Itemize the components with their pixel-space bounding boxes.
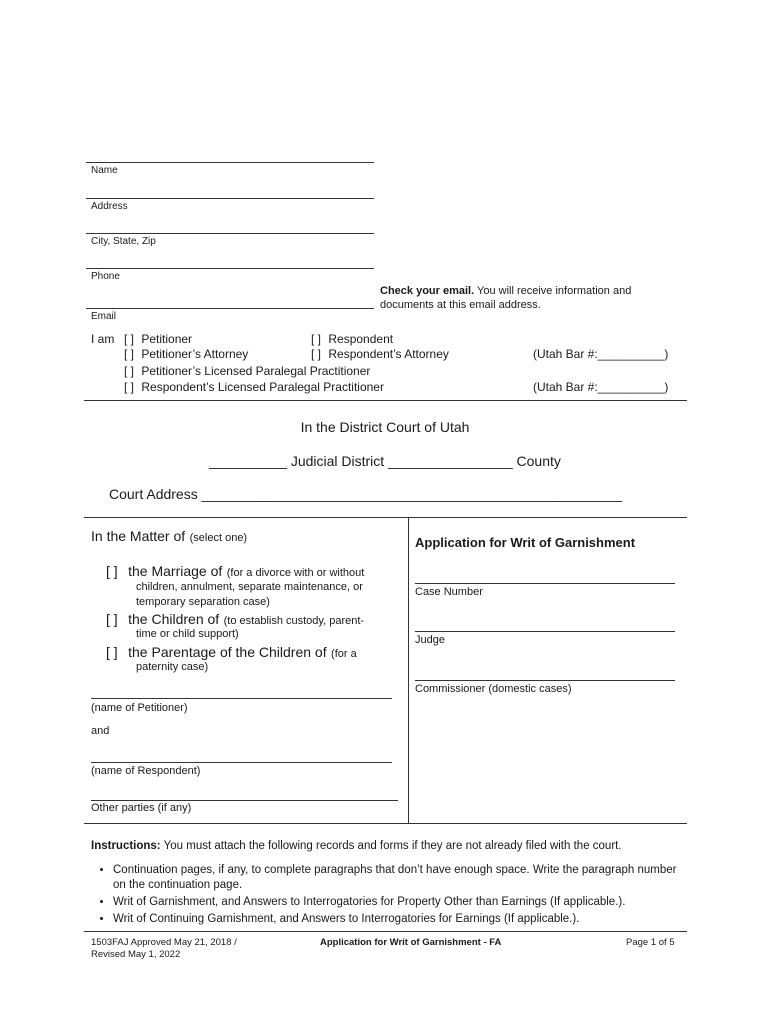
section-divider bbox=[84, 400, 687, 401]
check-email-note bbox=[380, 284, 631, 312]
checkbox-bracket: [ ] bbox=[106, 611, 118, 627]
phone-label: Phone bbox=[91, 271, 120, 282]
instruction-item: • Continuation pages, if any, to complete paragraphs that don’t have enough space. Write the paragraph number on the continuation page. bbox=[113, 863, 689, 893]
marriage-checkbox[interactable] bbox=[106, 563, 364, 581]
respondent-paralegal-checkbox[interactable] bbox=[124, 380, 384, 394]
commissioner-line[interactable] bbox=[415, 680, 675, 681]
checkbox-bracket: [ ] bbox=[124, 332, 135, 346]
marriage-desc-cont bbox=[136, 580, 363, 610]
and-label: and bbox=[91, 725, 110, 737]
parentage-checkbox[interactable] bbox=[106, 644, 357, 662]
commissioner-label: Commissioner (domestic cases) bbox=[415, 683, 572, 695]
instructions-paragraph bbox=[91, 840, 691, 852]
footer-divider bbox=[84, 931, 687, 932]
caption-bottom-border bbox=[84, 823, 687, 824]
other-parties-label: Other parties (if any) bbox=[91, 802, 192, 814]
other-parties-line[interactable] bbox=[91, 800, 398, 801]
petitioner-attorney-checkbox[interactable] bbox=[124, 347, 248, 361]
respondent-option: Respondent bbox=[328, 332, 394, 346]
case-number-label: Case Number bbox=[415, 586, 483, 598]
footer-approval bbox=[91, 937, 237, 961]
marriage-desc-l2: children, annulment, separate maintenance, or bbox=[136, 581, 363, 593]
court-title: In the District Court of Utah bbox=[300, 419, 470, 435]
address-label: Address bbox=[91, 201, 128, 212]
children-desc: (to establish custody, parent- bbox=[223, 615, 365, 627]
caption-top-border bbox=[84, 517, 687, 518]
footer-page-number: Page 1 of 5 bbox=[626, 937, 675, 948]
instructions-list bbox=[91, 863, 689, 929]
marriage-option: the Marriage of bbox=[128, 563, 223, 579]
instructions-text: You must attach the following records and forms if they are not already filed with the court. bbox=[163, 840, 622, 852]
checkbox-bracket: [ ] bbox=[106, 563, 118, 579]
respondent-name-line[interactable] bbox=[91, 762, 392, 763]
petitioner-name-line[interactable] bbox=[91, 698, 392, 699]
case-number-line[interactable] bbox=[415, 583, 675, 584]
document-title: Application for Writ of Garnishment bbox=[415, 535, 636, 550]
respondent-attorney-option: Respondent’s Attorney bbox=[328, 347, 449, 361]
checkbox-bracket: [ ] bbox=[124, 380, 135, 394]
footer-form-title: Application for Writ of Garnishment - FA bbox=[320, 937, 502, 948]
children-desc-l2: time or child support) bbox=[136, 628, 239, 640]
judge-label: Judge bbox=[415, 634, 445, 646]
respondent-checkbox[interactable] bbox=[311, 332, 393, 346]
children-option: the Children of bbox=[128, 611, 220, 627]
utah-bar-field-2[interactable]: (Utah Bar #:__________) bbox=[533, 380, 669, 394]
instruction-item: • Writ of Garnishment, and Answers to Interrogatories for Property Other than Earnings (If applicable.). bbox=[113, 895, 689, 910]
respondent-attorney-checkbox[interactable] bbox=[311, 347, 449, 361]
address-line[interactable] bbox=[86, 198, 374, 199]
check-email-text: You will receive information and bbox=[477, 285, 632, 297]
caption-divider bbox=[408, 517, 409, 823]
instructions-bold: Instructions: bbox=[91, 840, 161, 852]
court-address-line[interactable]: Court Address ______________________________________________________ bbox=[109, 486, 623, 502]
children-checkbox[interactable] bbox=[106, 611, 364, 629]
petitioner-option: Petitioner bbox=[141, 332, 193, 346]
footer-revised-date: Revised May 1, 2022 bbox=[91, 949, 181, 960]
petitioner-name-label: (name of Petitioner) bbox=[91, 702, 188, 714]
checkbox-bracket: [ ] bbox=[124, 347, 135, 361]
iam-label: I am bbox=[91, 332, 115, 346]
utah-bar-field-1[interactable]: (Utah Bar #:__________) bbox=[533, 347, 669, 361]
name-label: Name bbox=[91, 165, 118, 176]
parentage-option: the Parentage of the Children of bbox=[128, 644, 327, 660]
instruction-item: • Writ of Continuing Garnishment, and Answers to Interrogatories for Earnings (If applicable.). bbox=[113, 912, 689, 927]
judicial-district-line[interactable]: __________ Judicial District ________________ County bbox=[209, 453, 561, 469]
city-state-zip-label: City, State, Zip bbox=[91, 236, 156, 247]
petitioner-checkbox[interactable] bbox=[124, 332, 192, 346]
marriage-desc-l3: temporary separation case) bbox=[136, 596, 270, 608]
parentage-desc-l2: paternity case) bbox=[136, 661, 209, 673]
phone-line[interactable] bbox=[86, 268, 374, 269]
matter-heading bbox=[91, 528, 247, 546]
matter-heading-big: In the Matter of bbox=[91, 528, 186, 544]
footer-approved-date: 1503FAJ Approved May 21, 2018 / bbox=[91, 937, 237, 948]
email-line[interactable] bbox=[86, 308, 374, 309]
checkbox-bracket: [ ] bbox=[311, 347, 322, 361]
petitioner-attorney-option: Petitioner’s Attorney bbox=[141, 347, 249, 361]
respondent-paralegal-option: Respondent’s Licensed Paralegal Practitioner bbox=[141, 380, 384, 394]
checkbox-bracket: [ ] bbox=[124, 364, 135, 378]
city-line[interactable] bbox=[86, 233, 374, 234]
checkbox-bracket: [ ] bbox=[106, 644, 118, 660]
parentage-desc: (for a bbox=[331, 648, 357, 660]
respondent-name-label: (name of Respondent) bbox=[91, 765, 201, 777]
judge-line[interactable] bbox=[415, 631, 675, 632]
email-label: Email bbox=[91, 311, 117, 322]
check-email-text-2: documents at this email address. bbox=[380, 299, 541, 311]
matter-heading-small: (select one) bbox=[189, 532, 248, 544]
petitioner-paralegal-option: Petitioner’s Licensed Paralegal Practitioner bbox=[141, 364, 371, 378]
petitioner-paralegal-checkbox[interactable] bbox=[124, 364, 370, 378]
name-line[interactable] bbox=[86, 162, 374, 163]
checkbox-bracket: [ ] bbox=[311, 332, 322, 346]
marriage-desc: (for a divorce with or without bbox=[226, 567, 365, 579]
check-email-bold: Check your email. bbox=[380, 285, 475, 297]
